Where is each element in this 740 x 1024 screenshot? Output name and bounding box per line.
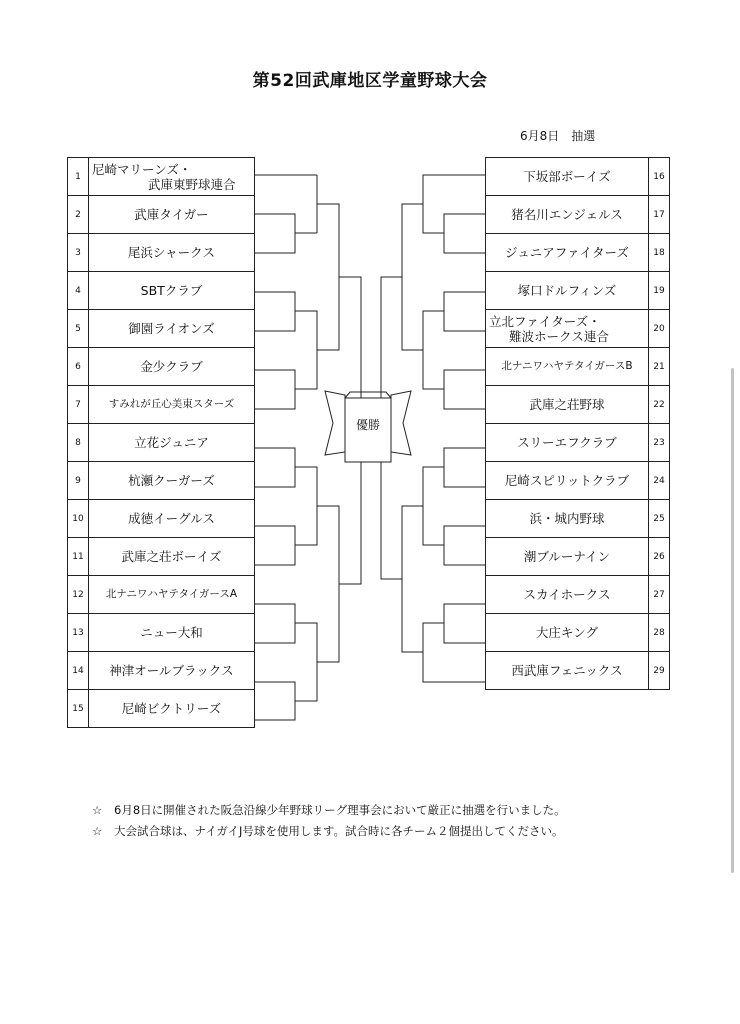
bracket-line: [423, 623, 485, 682]
bracket-line: [254, 214, 295, 253]
team-number: 15: [68, 690, 89, 728]
table-row: [486, 462, 670, 500]
team-name: 塚口ドルフィンズ: [486, 272, 649, 310]
table-row: [68, 424, 255, 462]
table-row: [486, 310, 670, 348]
bracket-line: [295, 311, 317, 389]
bracket-line: [402, 204, 423, 350]
team-name: 尾浜シャークス: [89, 234, 255, 272]
champion-label: 優勝: [355, 418, 380, 432]
table-row: [486, 234, 670, 272]
team-name: 武庫之荘野球: [486, 386, 649, 424]
team-number: 8: [68, 424, 89, 462]
team-name: 北ナニワハヤテタイガースB: [486, 348, 649, 386]
team-name: 立花ジュニア: [89, 424, 255, 462]
team-number: 9: [68, 462, 89, 500]
table-row: [486, 158, 670, 196]
team-name: すみれが丘心美東スターズ: [89, 386, 255, 424]
note-item: [92, 821, 566, 842]
team-name: ニュー大和: [89, 614, 255, 652]
team-name-line1: 尼崎マリーンズ・: [92, 161, 192, 177]
team-number: 18: [649, 234, 670, 272]
bracket-line: [444, 526, 485, 565]
team-name: 杭瀬クーガーズ: [89, 462, 255, 500]
table-row: [68, 234, 255, 272]
team-number: 24: [649, 462, 670, 500]
team-name: 潮ブルーナイン: [486, 538, 649, 576]
note-text: 大会試合球は、ナイガイJ号球を使用します。試合時に各チーム２個提出してください。: [114, 824, 564, 838]
table-row: [486, 196, 670, 234]
star-icon: ☆: [92, 824, 103, 838]
bracket-line: [254, 370, 295, 409]
table-row: [486, 500, 670, 538]
note-item: [92, 800, 566, 821]
bracket-line: [254, 682, 295, 720]
bracket-line: [402, 506, 423, 652]
bracket-line: [423, 311, 444, 389]
page-title: 第52回武庫地区学童野球大会: [252, 71, 488, 91]
team-number: 6: [68, 348, 89, 386]
team-name: [486, 310, 649, 348]
right-team-table: [485, 157, 670, 690]
bracket-line: [317, 506, 339, 662]
team-name: 成徳イーグルス: [89, 500, 255, 538]
team-number: 27: [649, 576, 670, 614]
scrollbar[interactable]: [731, 368, 734, 873]
team-number: 4: [68, 272, 89, 310]
team-name: 尼崎スピリットクラブ: [486, 462, 649, 500]
star-icon: ☆: [92, 803, 103, 817]
table-row: [68, 310, 255, 348]
table-row: [68, 538, 255, 576]
team-name-line2: 武庫東野球連合: [148, 176, 236, 192]
team-number: 29: [649, 652, 670, 690]
left-team-table: [67, 157, 255, 728]
table-row: [486, 424, 670, 462]
team-number: 26: [649, 538, 670, 576]
team-name: 下坂部ボーイズ: [486, 158, 649, 196]
notes-section: [92, 800, 566, 842]
bracket-line: [295, 467, 317, 545]
team-name: 武庫之荘ボーイズ: [89, 538, 255, 576]
team-number: 28: [649, 614, 670, 652]
team-number: 21: [649, 348, 670, 386]
team-number: 14: [68, 652, 89, 690]
team-name-line2: 難波ホークス連合: [509, 328, 609, 344]
team-number: 16: [649, 158, 670, 196]
team-name: スリーエフクラブ: [486, 424, 649, 462]
team-number: 20: [649, 310, 670, 348]
team-name: [89, 158, 255, 196]
team-number: 3: [68, 234, 89, 272]
table-row: [68, 348, 255, 386]
bracket-line: [254, 448, 295, 487]
table-row: [486, 386, 670, 424]
bracket-line: [254, 604, 295, 643]
table-row: [68, 500, 255, 538]
team-name: 猪名川エンジェルス: [486, 196, 649, 234]
table-row: [486, 576, 670, 614]
table-row: [68, 614, 255, 652]
table-row: [68, 196, 255, 234]
team-name: 神津オールブラックス: [89, 652, 255, 690]
bracket-line: [423, 467, 444, 545]
team-number: 13: [68, 614, 89, 652]
team-name-line1: 立北ファイターズ・: [489, 313, 601, 329]
team-name: ジュニアファイターズ: [486, 234, 649, 272]
team-name: 北ナニワハヤテタイガースA: [89, 576, 255, 614]
team-number: 23: [649, 424, 670, 462]
team-number: 19: [649, 272, 670, 310]
team-name: 西武庫フェニックス: [486, 652, 649, 690]
bracket-line: [444, 292, 485, 331]
table-row: [68, 690, 255, 728]
team-name: 武庫タイガー: [89, 196, 255, 234]
team-number: 10: [68, 500, 89, 538]
team-name: スカイホークス: [486, 576, 649, 614]
bracket-line: [295, 623, 317, 701]
bracket-line: [317, 204, 339, 350]
table-row: [486, 538, 670, 576]
bracket-line: [254, 292, 295, 331]
team-number: 1: [68, 158, 89, 196]
team-number: 5: [68, 310, 89, 348]
team-name: 金少クラブ: [89, 348, 255, 386]
team-number: 7: [68, 386, 89, 424]
team-name: 浜・城内野球: [486, 500, 649, 538]
bracket-line: [444, 370, 485, 409]
bracket-line: [444, 214, 485, 253]
team-number: 2: [68, 196, 89, 234]
table-row: [486, 348, 670, 386]
table-row: [68, 576, 255, 614]
table-row: [68, 272, 255, 310]
bracket-line: [444, 604, 485, 643]
team-number: 17: [649, 196, 670, 234]
note-text: 6月8日に開催された阪急沿線少年野球リーグ理事会において厳正に抽選を行いました。: [114, 803, 566, 817]
bracket-line: [254, 526, 295, 565]
table-row: [486, 652, 670, 690]
team-name: 尼崎ビクトリーズ: [89, 690, 255, 728]
table-row: [68, 462, 255, 500]
bracket-line: [423, 175, 485, 233]
team-name: 御園ライオンズ: [89, 310, 255, 348]
team-number: 11: [68, 538, 89, 576]
team-number: 12: [68, 576, 89, 614]
team-name: 大庄キング: [486, 614, 649, 652]
team-name: SBTクラブ: [89, 272, 255, 310]
table-row: [486, 272, 670, 310]
table-row: [486, 614, 670, 652]
table-row: [68, 158, 255, 196]
team-number: 22: [649, 386, 670, 424]
table-row: [68, 652, 255, 690]
team-number: 25: [649, 500, 670, 538]
draw-date: 6月8日 抽選: [520, 129, 596, 143]
table-row: [68, 386, 255, 424]
bracket-line: [444, 448, 485, 487]
